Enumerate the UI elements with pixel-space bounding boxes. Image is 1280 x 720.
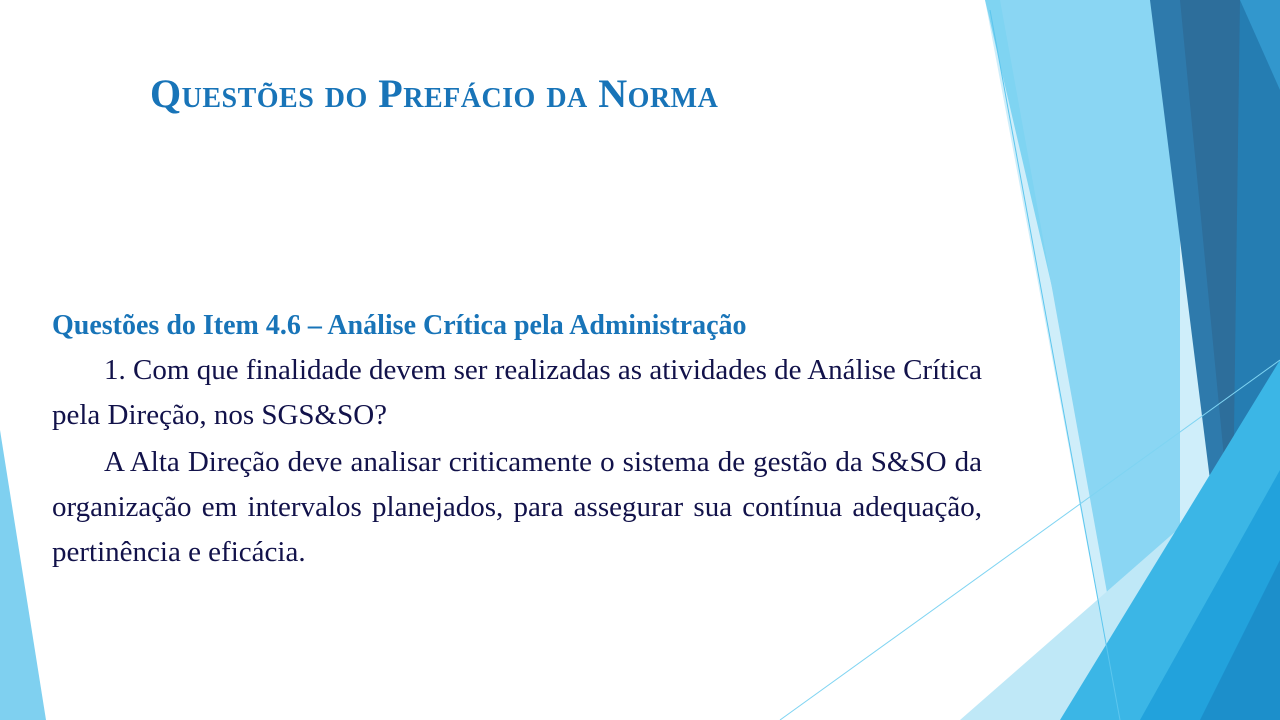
answer-paragraph: A Alta Direção deve analisar criticamente o sistema de gestão da S&SO da organização em intervalos planejados, para assegurar sua contínua adequação, pertinência e eficácia.: [52, 446, 982, 568]
left-edge-shape: [0, 430, 46, 720]
section-subheading: Questões do Item 4.6 – Análise Crítica pela Administração: [52, 310, 747, 341]
slide-body: [52, 310, 982, 577]
question-paragraph: 1. Com que finalidade devem ser realizadas as atividades de Análise Crítica pela Direção, nos SGS&SO?: [52, 354, 982, 431]
slide-title: Questões do Prefácio da Norma: [150, 71, 719, 116]
